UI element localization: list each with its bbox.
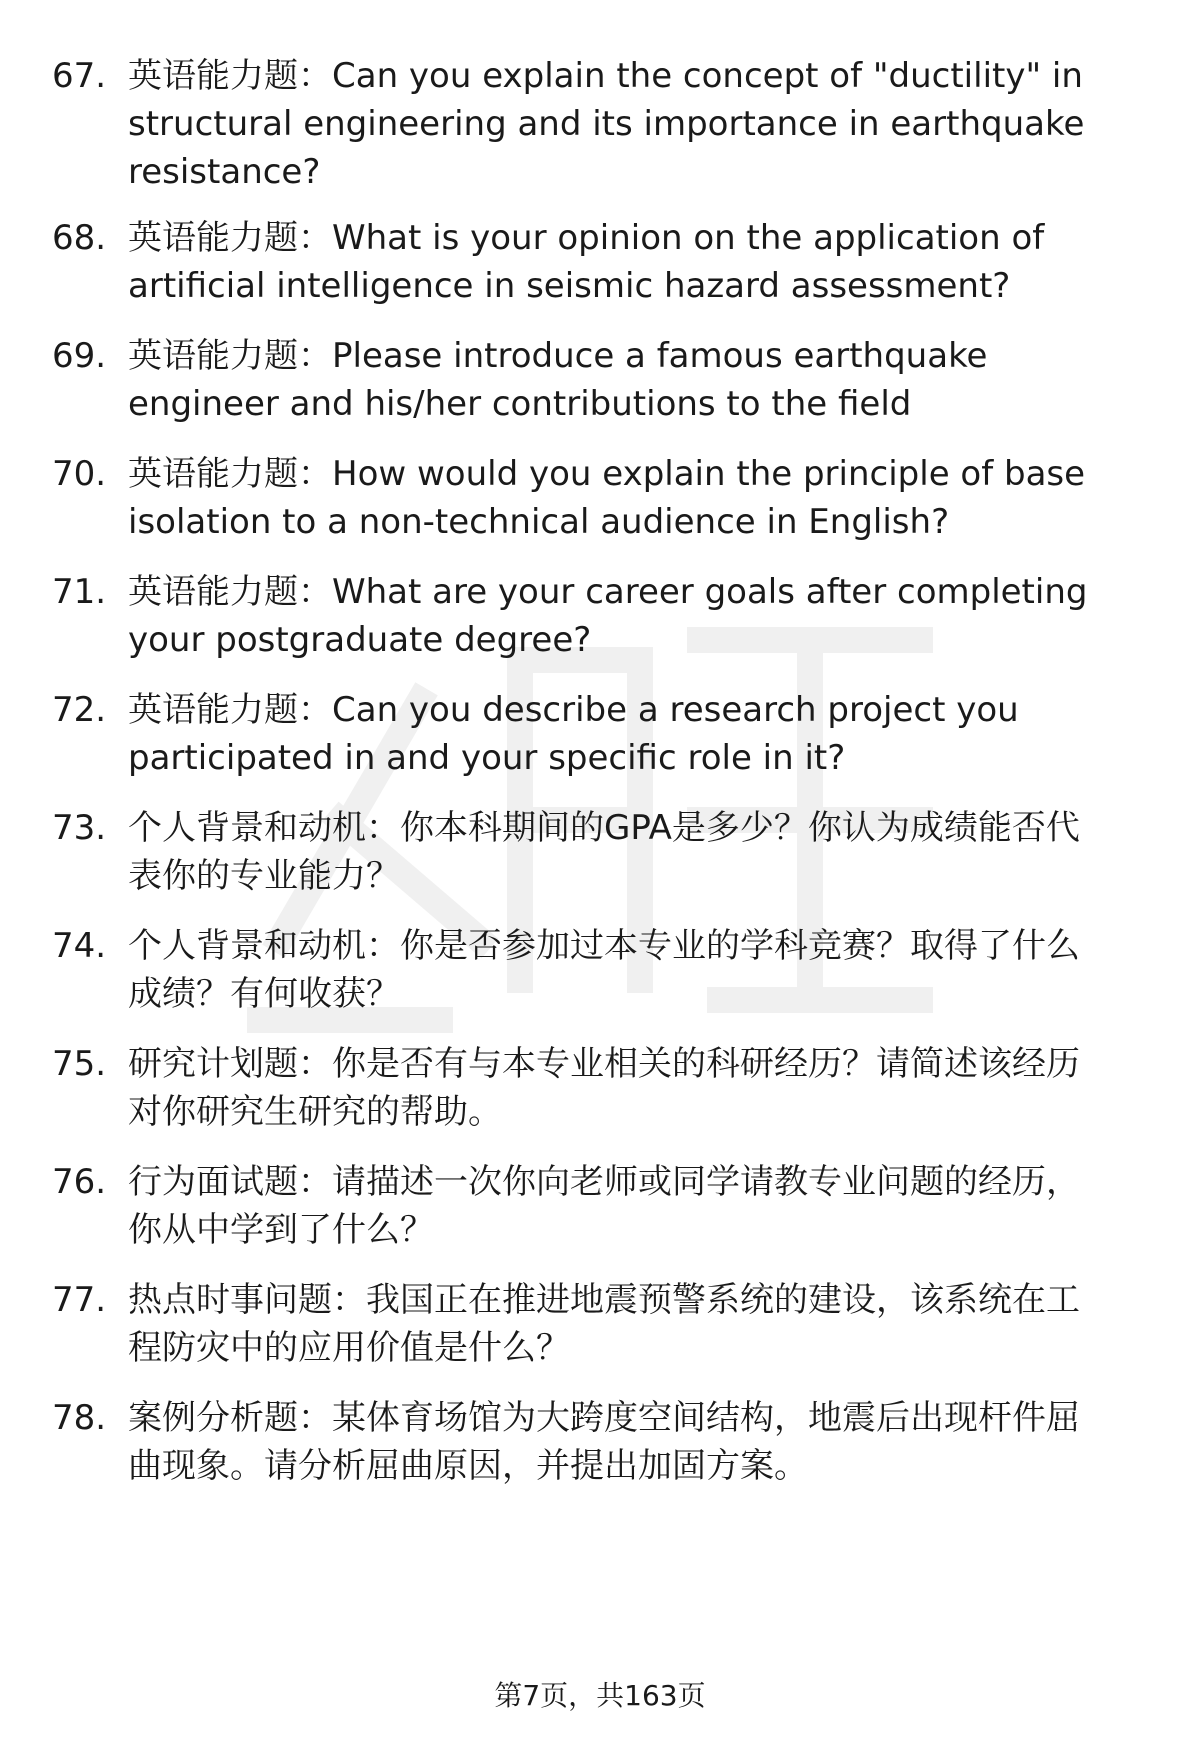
question-number: 69.	[52, 336, 107, 376]
question-number: 77.	[52, 1280, 107, 1320]
question-number: 74.	[52, 926, 107, 966]
question-line: 英语能力题：What are your career goals after completing	[128, 572, 1088, 612]
question-line: 程防灾中的应用价值是什么？	[128, 1328, 570, 1368]
question-line: 英语能力题：Please introduce a famous earthquake	[128, 336, 988, 376]
page-number-label: 第7页，共163页	[494, 1679, 706, 1712]
question-line: 个人背景和动机：你是否参加过本专业的学科竞赛？取得了什么	[128, 926, 1080, 966]
question-text	[128, 568, 1148, 664]
question-text	[128, 450, 1148, 546]
question-number: 73.	[52, 808, 107, 848]
question-line: 成绩？有何收获？	[128, 974, 400, 1014]
question-line: resistance?	[128, 152, 321, 192]
question-line: 个人背景和动机：你本科期间的GPA是多少？你认为成绩能否代	[128, 808, 1080, 848]
question-text	[128, 686, 1148, 782]
question-line: engineer and his/her contributions to the field	[128, 384, 912, 424]
question-number: 68.	[52, 218, 107, 258]
question-line: 英语能力题：Can you explain the concept of "ductility" in	[128, 56, 1083, 96]
question-number: 70.	[52, 454, 107, 494]
question-number: 76.	[52, 1162, 107, 1202]
question-number: 71.	[52, 572, 107, 612]
question-number: 67.	[52, 56, 107, 96]
question-line: 行为面试题：请描述一次你向老师或同学请教专业问题的经历，	[128, 1162, 1080, 1202]
question-text	[128, 1158, 1148, 1254]
question-text	[128, 52, 1148, 196]
question-line: 英语能力题：Can you describe a research project you	[128, 690, 1019, 730]
question-number: 75.	[52, 1044, 107, 1084]
question-text	[128, 922, 1148, 1018]
question-line: 表你的专业能力？	[128, 856, 400, 896]
question-line: structural engineering and its importance in earthquake	[128, 104, 1085, 144]
page-footer	[0, 1676, 1200, 1716]
question-text	[128, 1040, 1148, 1136]
question-text	[128, 214, 1148, 310]
question-line: participated in and your specific role in it?	[128, 738, 846, 778]
question-text	[128, 1394, 1148, 1490]
question-text	[128, 804, 1148, 900]
question-line: 研究计划题：你是否有与本专业相关的科研经历？请简述该经历	[128, 1044, 1080, 1084]
question-number: 78.	[52, 1398, 107, 1438]
question-line: your postgraduate degree?	[128, 620, 592, 660]
question-line: 曲现象。请分析屈曲原因，并提出加固方案。	[128, 1446, 808, 1486]
question-text	[128, 1276, 1148, 1372]
question-line: isolation to a non-technical audience in English?	[128, 502, 950, 542]
question-line: 英语能力题：How would you explain the principle of base	[128, 454, 1086, 494]
question-line: 热点时事问题：我国正在推进地震预警系统的建设，该系统在工	[128, 1280, 1080, 1320]
question-line: artificial intelligence in seismic hazard assessment?	[128, 266, 1011, 306]
question-line: 英语能力题：What is your opinion on the application of	[128, 218, 1045, 258]
question-line: 你从中学到了什么？	[128, 1210, 434, 1250]
question-line: 案例分析题：某体育场馆为大跨度空间结构，地震后出现杆件屈	[128, 1398, 1080, 1438]
question-line: 对你研究生研究的帮助。	[128, 1092, 502, 1132]
question-text	[128, 332, 1148, 428]
question-number: 72.	[52, 690, 107, 730]
